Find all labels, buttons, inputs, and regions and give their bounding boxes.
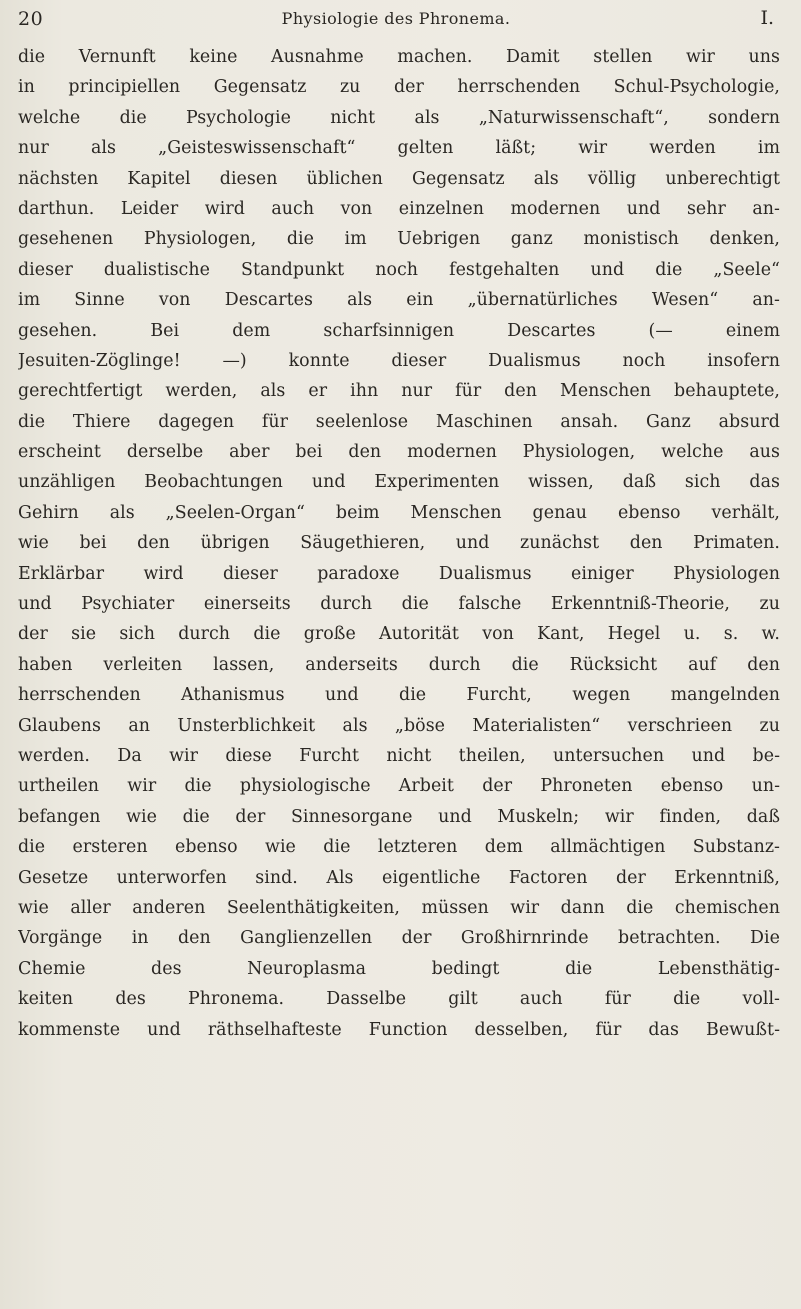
text-line: wie aller anderen Seelenthätigkeiten, müssen wir dann die chemischen [18, 897, 780, 918]
text-line: Gesetze unterworfen sind. Als eigentliche Factoren der Erkenntniß, [18, 867, 780, 888]
text-line: werden. Da wir diese Furcht nicht theilen, untersuchen und be- [18, 745, 780, 766]
text-line: kommenste und räthselhafteste Function desselben, für das Bewußt- [18, 1019, 780, 1040]
section-mark: I. [760, 7, 774, 29]
text-line: darthun. Leider wird auch von einzelnen modernen und sehr an- [18, 198, 780, 219]
text-line: nur als „Geisteswissenschaft“ gelten läßt; wir werden im [18, 138, 780, 159]
body-text [18, 42, 780, 1045]
text-line: gerechtfertigt werden, als er ihn nur für den Menschen behauptete, [18, 381, 780, 402]
text-line: herrschenden Athanismus und die Furcht, wegen mangelnden [18, 685, 780, 706]
text-line: Glaubens an Unsterblichkeit als „böse Materialisten“ verschrieen zu [18, 715, 780, 736]
text-line: erscheint derselbe aber bei den modernen Physiologen, welche aus [18, 442, 780, 463]
text-line: wie bei den übrigen Säugethieren, und zunächst den Primaten. [18, 533, 780, 554]
text-line: und Psychiater einerseits durch die falsche Erkenntniß-Theorie, zu [18, 594, 780, 615]
text-line: dieser dualistische Standpunkt noch festgehalten und die „Seele“ [18, 259, 780, 280]
text-line: der sie sich durch die große Autorität von Kant, Hegel u. s. w. [18, 624, 780, 645]
text-line: keiten des Phronema. Dasselbe gilt auch für die voll- [18, 989, 780, 1010]
text-line: Vorgänge in den Ganglienzellen der Großhirnrinde betrachten. Die [18, 928, 780, 949]
page-header [18, 2, 774, 32]
page-number: 20 [18, 8, 44, 30]
text-line: gesehen. Bei dem scharfsinnigen Descartes (— einem [18, 320, 780, 341]
text-line: urtheilen wir die physiologische Arbeit der Phroneten ebenso un- [18, 776, 780, 797]
text-line: welche die Psychologie nicht als „Naturwissenschaft“, sondern [18, 107, 780, 128]
text-line: im Sinne von Descartes als ein „übernatürliches Wesen“ an- [18, 290, 780, 311]
text-line: Gehirn als „Seelen-Organ“ beim Menschen genau ebenso verhält, [18, 502, 780, 523]
text-line: Erklärbar wird dieser paradoxe Dualismus einiger Physiologen [18, 563, 780, 584]
text-line: in principiellen Gegensatz zu der herrschenden Schul-Psychologie, [18, 77, 780, 98]
text-line: befangen wie die der Sinnesorgane und Muskeln; wir finden, daß [18, 806, 780, 827]
text-line: die Vernunft keine Ausnahme machen. Damit stellen wir uns [18, 47, 780, 67]
text-line: haben verleiten lassen, anderseits durch die Rücksicht auf den [18, 654, 780, 675]
text-line: die Thiere dagegen für seelenlose Maschinen ansah. Ganz absurd [18, 411, 780, 432]
text-line: die ersteren ebenso wie die letzteren dem allmächtigen Substanz- [18, 837, 780, 858]
text-line: Chemie des Neuroplasma bedingt die Lebensthätig- [18, 958, 780, 979]
running-title: Physiologie des Phronema. [281, 9, 511, 28]
text-line: Jesuiten-Zöglinge! —) konnte dieser Dualismus noch insofern [18, 350, 780, 371]
text-line: nächsten Kapitel diesen üblichen Gegensatz als völlig unberechtigt [18, 168, 780, 189]
text-line: gesehenen Physiologen, die im Uebrigen ganz monistisch denken, [18, 229, 780, 250]
text-line: unzähligen Beobachtungen und Experimenten wissen, daß sich das [18, 472, 780, 493]
